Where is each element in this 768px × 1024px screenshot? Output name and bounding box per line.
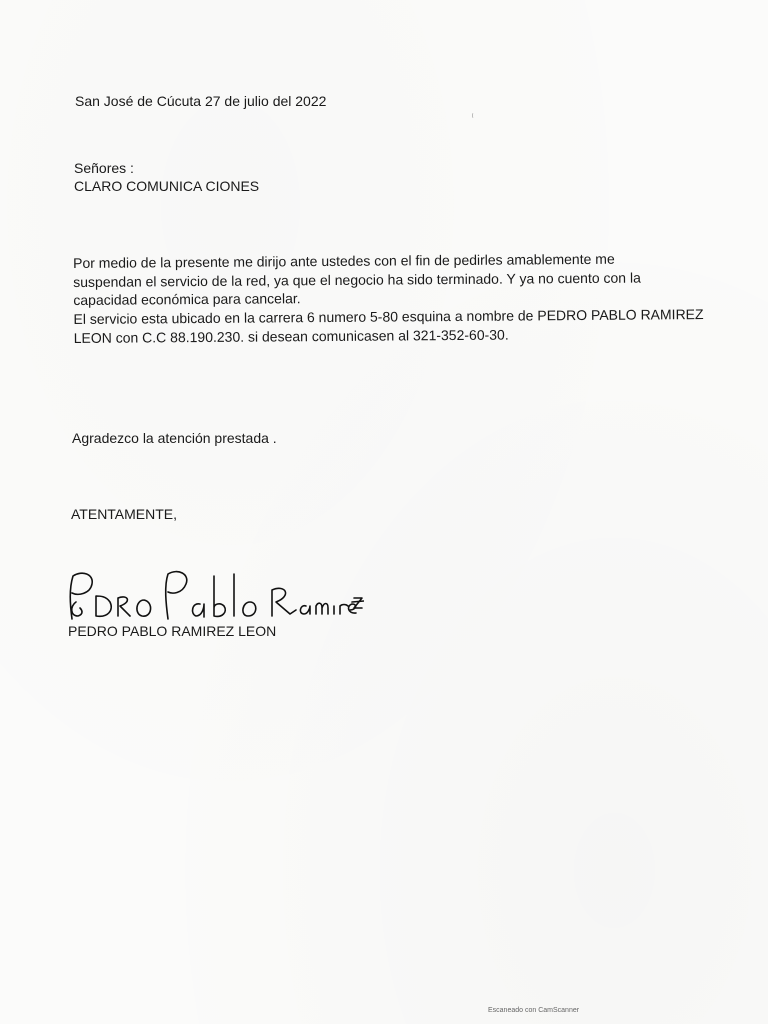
signer-name: PEDRO PABLO RAMIREZ LEON: [68, 623, 277, 639]
closing-line: ATENTAMENTE,: [71, 506, 178, 522]
scan-speck: [472, 113, 475, 118]
body-line: suspendan el servicio de la red, ya que el negocio ha sido terminado. Y ya no cuento con la: [73, 269, 641, 290]
letter-body: [73, 249, 754, 348]
recipient-company: CLARO COMUNICA CIONES: [74, 178, 260, 194]
body-line: El servicio esta ubicado en la carrera 6 numero 5-80 esquina a nombre de PEDRO PABLO RAMIREZ: [73, 306, 704, 328]
body-line: Por medio de la presente me dirijo ante ustedes con el fin de pedirles amablemente me: [73, 250, 615, 271]
scanner-watermark: Escaneado con CamScanner: [488, 1007, 580, 1014]
body-line: capacidad económica para cancelar.: [73, 290, 301, 309]
body-line: LEON con C.C 88.190.230. si desean comunicasen al 321-352-60-30.: [73, 326, 509, 346]
thanks-line: Agradezco la atención prestada .: [72, 430, 277, 446]
salutation: Señores :: [74, 160, 134, 176]
letter-date: San José de Cúcuta 27 de julio del 2022: [75, 93, 327, 109]
handwritten-signature: [64, 564, 364, 624]
